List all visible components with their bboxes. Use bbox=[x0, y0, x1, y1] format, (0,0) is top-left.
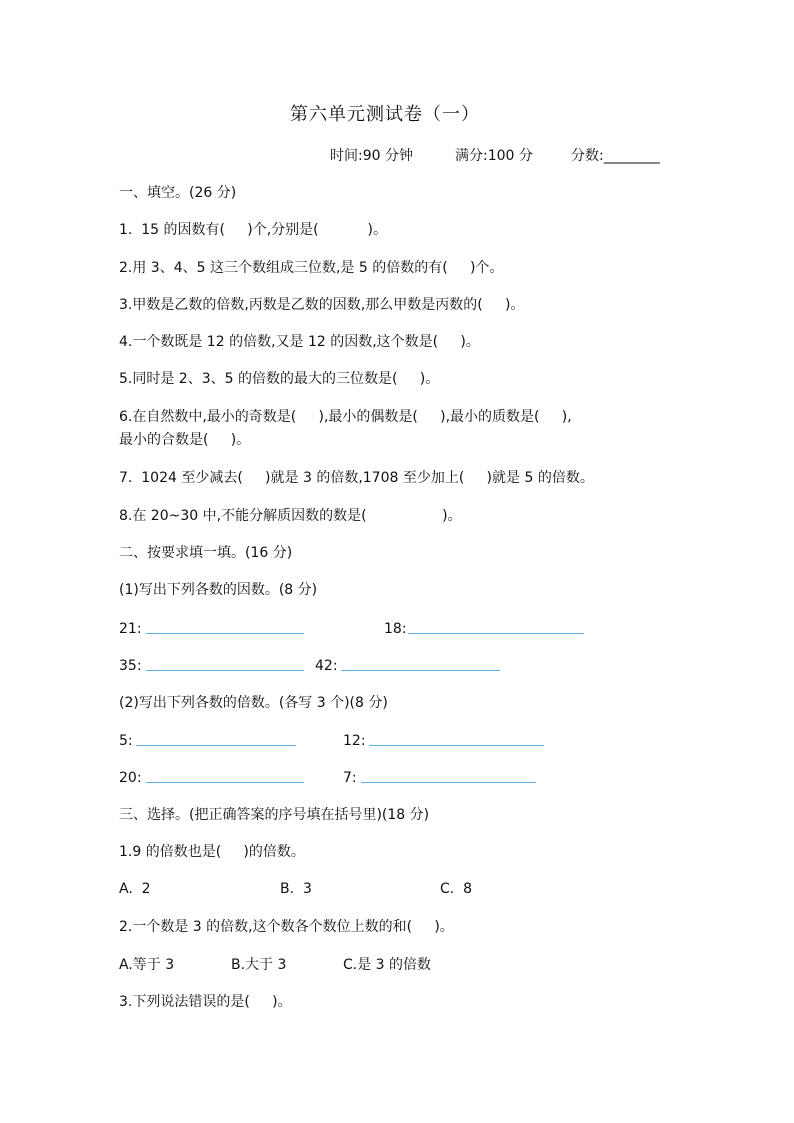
question-1-3: 3.甲数是乙数的倍数,丙数是乙数的因数,那么甲数是丙数的( )。 bbox=[119, 297, 525, 313]
time-label: 时间:90 分钟 bbox=[330, 148, 413, 164]
choice-2-option-b[interactable]: B.大于 3 bbox=[231, 957, 287, 973]
multiple-20-label: 20: bbox=[119, 770, 142, 786]
factor-42-label: 42: bbox=[315, 658, 338, 674]
factor-42-answer-line[interactable] bbox=[341, 670, 500, 671]
factor-21-answer-line[interactable] bbox=[146, 633, 304, 634]
question-1-5: 5.同时是 2、3、5 的倍数的最大的三位数是( )。 bbox=[119, 371, 440, 387]
full-score-label: 满分:100 分 bbox=[455, 148, 533, 164]
section-3-heading: 三、选择。(把正确答案的序号填在括号里)(18 分) bbox=[119, 807, 430, 823]
choice-1-option-b[interactable]: B. 3 bbox=[280, 881, 312, 897]
page-title: 第六单元测试卷（一） bbox=[290, 104, 480, 125]
factor-18-answer-line[interactable] bbox=[408, 633, 584, 634]
choice-question-3: 3.下列说法错误的是( )。 bbox=[119, 994, 292, 1010]
multiple-12-label: 12: bbox=[343, 733, 366, 749]
multiple-7-answer-line[interactable] bbox=[361, 782, 536, 783]
score-field[interactable]: 分数:________ bbox=[571, 148, 660, 164]
question-1-6-line-2: 最小的合数是( )。 bbox=[119, 432, 251, 448]
section-2-heading: 二、按要求填一填。(16 分) bbox=[119, 545, 293, 561]
question-1-4: 4.一个数既是 12 的倍数,又是 12 的因数,这个数是( )。 bbox=[119, 334, 480, 350]
factor-35-answer-line[interactable] bbox=[146, 670, 304, 671]
question-1-1: 1. 15 的因数有( )个,分别是( )。 bbox=[119, 222, 388, 238]
multiple-5-label: 5: bbox=[119, 733, 133, 749]
multiple-7-label: 7: bbox=[343, 770, 357, 786]
section-2-part-2: (2)写出下列各数的倍数。(各写 3 个)(8 分) bbox=[119, 695, 388, 711]
factor-35-label: 35: bbox=[119, 658, 142, 674]
choice-2-option-c[interactable]: C.是 3 的倍数 bbox=[343, 957, 432, 973]
multiple-12-answer-line[interactable] bbox=[369, 745, 544, 746]
section-1-heading: 一、填空。(26 分) bbox=[119, 185, 237, 201]
choice-question-1: 1.9 的倍数也是( )的倍数。 bbox=[119, 844, 305, 860]
choice-1-option-a[interactable]: A. 2 bbox=[119, 881, 151, 897]
choice-1-option-c[interactable]: C. 8 bbox=[440, 881, 473, 897]
question-1-2: 2.用 3、4、5 这三个数组成三位数,是 5 的倍数的有( )个。 bbox=[119, 260, 504, 276]
section-2-part-1: (1)写出下列各数的因数。(8 分) bbox=[119, 582, 318, 598]
question-1-7: 7. 1024 至少减去( )就是 3 的倍数,1708 至少加上( )就是 5 的倍数。 bbox=[119, 470, 594, 486]
question-1-6-line-1: 6.在自然数中,最小的奇数是( ),最小的偶数是( ),最小的质数是( ), bbox=[119, 409, 572, 425]
choice-2-option-a[interactable]: A.等于 3 bbox=[119, 957, 175, 973]
choice-question-2: 2.一个数是 3 的倍数,这个数各个数位上数的和( )。 bbox=[119, 919, 454, 935]
multiple-20-answer-line[interactable] bbox=[146, 782, 304, 783]
factor-21-label: 21: bbox=[119, 621, 142, 637]
factor-18-label: 18: bbox=[384, 621, 407, 637]
multiple-5-answer-line[interactable] bbox=[136, 745, 296, 746]
question-1-8: 8.在 20~30 中,不能分解质因数的数是( )。 bbox=[119, 508, 462, 524]
